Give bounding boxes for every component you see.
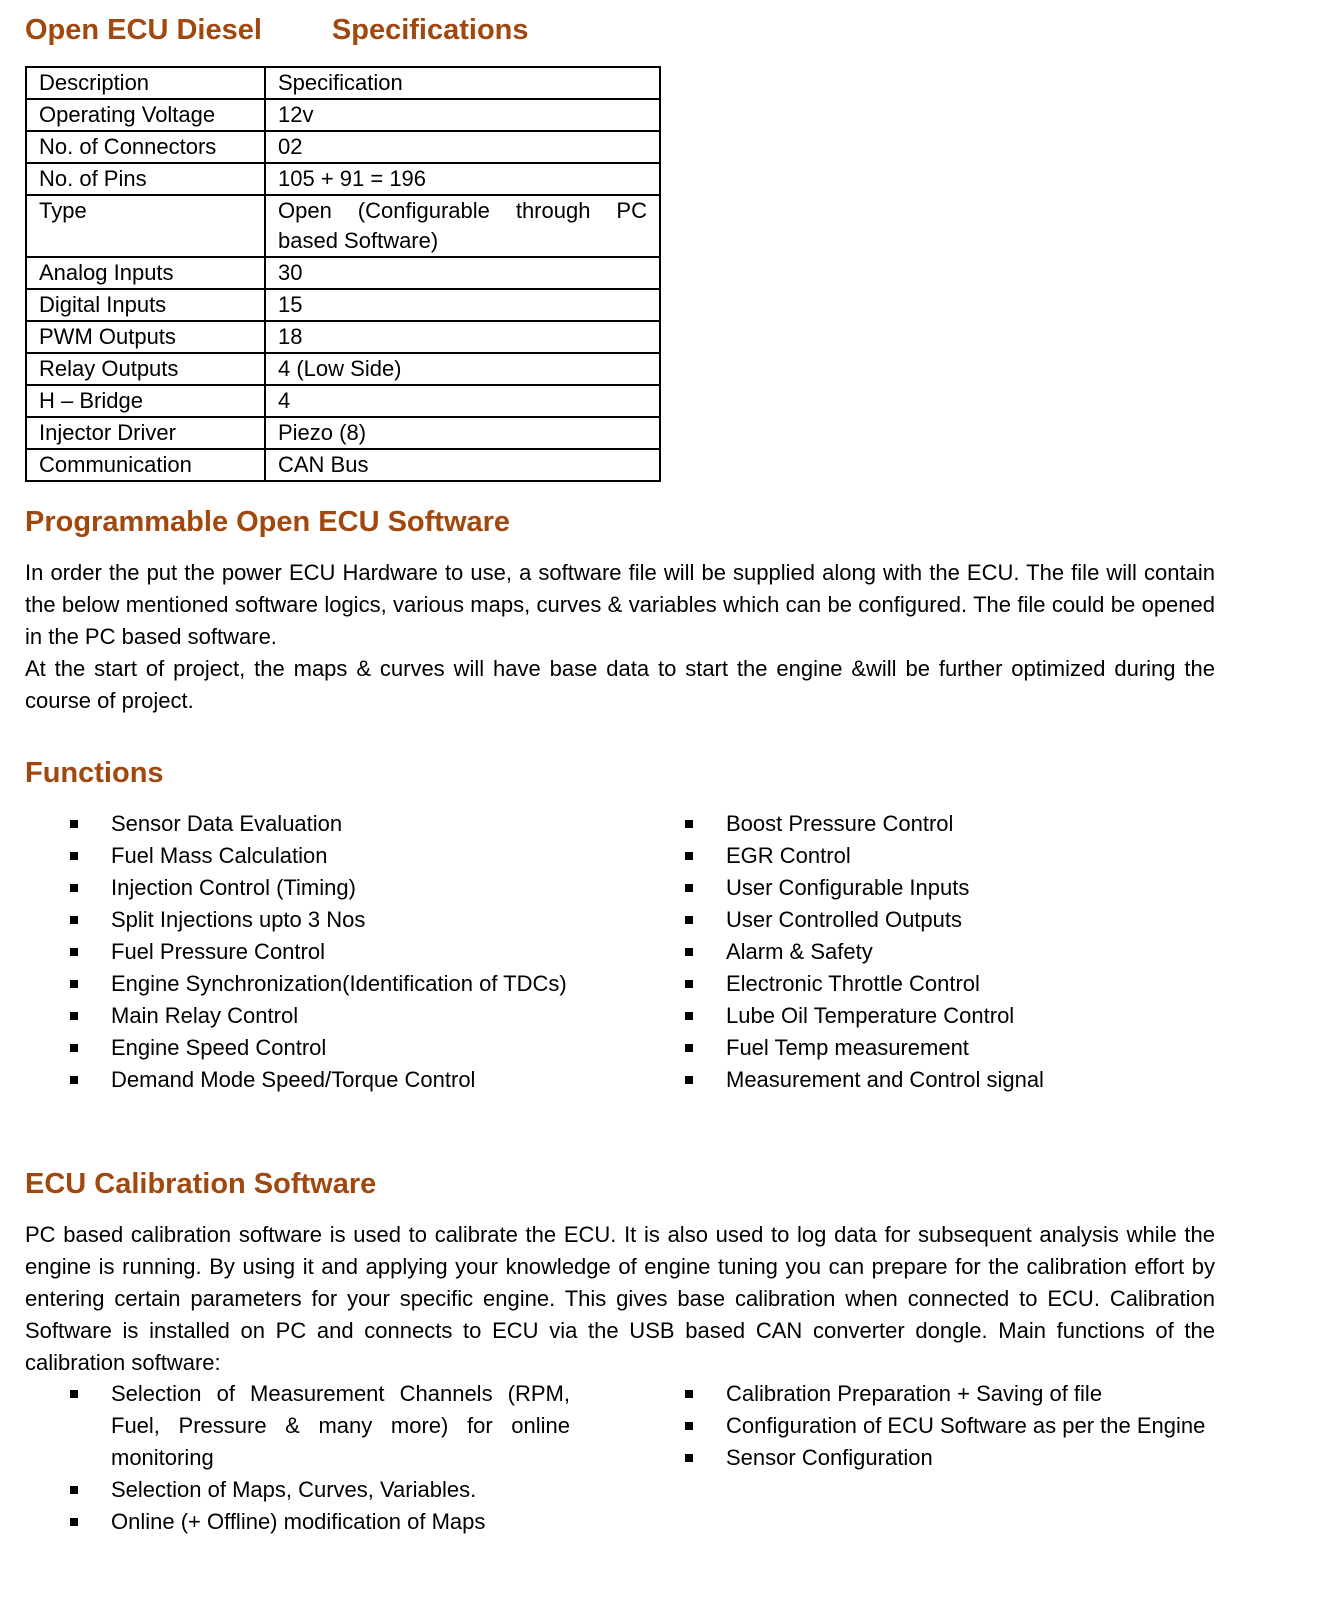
calibration-item-text: Selection of Measurement Channels (RPM, Fuel, Pressure & many more) for online monitoring	[111, 1381, 570, 1470]
software-para2: At the start of project, the maps & curves will have base data to start the engine &will be further optimized during the course of project.	[25, 656, 1215, 713]
spec-value-cell: 30	[265, 257, 660, 289]
calibration-para: PC based calibration software is used to calibrate the ECU. It is also used to log data for subsequent analysis while the engine is running. By using it and applying your knowledge of engine tuning you can prepare for the calibration effort by entering certain parameters for your specific engine. This gives base calibration when connected to ECU. Calibration Software is installed on PC and connects to ECU via the USB based CAN converter dongle. Main functions of the calibration software:	[25, 1222, 1215, 1375]
function-item	[640, 904, 1220, 936]
spec-label-cell: Type	[26, 195, 265, 257]
spec-table	[25, 66, 661, 482]
spec-label-cell: No. of Connectors	[26, 131, 265, 163]
calibration-section	[25, 1168, 376, 1201]
square-bullet-icon	[70, 948, 78, 956]
square-bullet-icon	[70, 884, 78, 892]
spec-row	[26, 195, 660, 257]
function-item	[25, 1064, 570, 1096]
function-item	[640, 872, 1220, 904]
square-bullet-icon	[685, 1076, 693, 1084]
spec-row	[26, 289, 660, 321]
square-bullet-icon	[685, 884, 693, 892]
calibration-item	[640, 1378, 1220, 1410]
spec-row	[26, 385, 660, 417]
square-bullet-icon	[70, 916, 78, 924]
square-bullet-icon	[70, 1044, 78, 1052]
spec-row	[26, 417, 660, 449]
function-item	[640, 1064, 1220, 1096]
spec-value-cell: 15	[265, 289, 660, 321]
functions-section	[25, 757, 164, 790]
function-item-text: User Configurable Inputs	[726, 875, 970, 900]
function-item-text: Main Relay Control	[111, 1003, 299, 1028]
function-item	[640, 936, 1220, 968]
calibration-text	[25, 1219, 1215, 1379]
spec-label-cell: Description	[26, 67, 265, 99]
square-bullet-icon	[685, 852, 693, 860]
function-item	[640, 1032, 1220, 1064]
spec-row	[26, 353, 660, 385]
function-item-text: Lube Oil Temperature Control	[726, 1003, 1015, 1028]
software-text	[25, 557, 1215, 717]
function-item-text: Demand Mode Speed/Torque Control	[111, 1067, 476, 1092]
spec-row	[26, 449, 660, 481]
spec-row	[26, 67, 660, 99]
function-item-text: EGR Control	[726, 843, 851, 868]
functions-list-right	[640, 808, 1220, 1096]
function-item-text: Fuel Temp measurement	[726, 1035, 969, 1060]
spec-value-cell: 18	[265, 321, 660, 353]
square-bullet-icon	[70, 1486, 78, 1494]
function-item	[25, 904, 570, 936]
document-title	[25, 14, 529, 47]
spec-label-cell: Analog Inputs	[26, 257, 265, 289]
function-item	[640, 1000, 1220, 1032]
software-para1: In order the put the power ECU Hardware to use, a software file will be supplied along with the ECU. The file will contain the below mentioned software logics, various maps, curves & variables which can be configured. The file could be opened in the PC based software.	[25, 560, 1215, 649]
square-bullet-icon	[685, 820, 693, 828]
spec-value-cell: CAN Bus	[265, 449, 660, 481]
spec-label-cell: PWM Outputs	[26, 321, 265, 353]
square-bullet-icon	[685, 1422, 693, 1430]
function-item-text: Boost Pressure Control	[726, 811, 954, 836]
spec-value-cell: Open (Configurable through PC based Software)	[265, 195, 660, 257]
square-bullet-icon	[70, 980, 78, 988]
square-bullet-icon	[685, 916, 693, 924]
functions-heading: Functions	[25, 757, 164, 789]
spec-label-cell: Digital Inputs	[26, 289, 265, 321]
calibration-item	[25, 1378, 570, 1474]
square-bullet-icon	[685, 1044, 693, 1052]
spec-label-cell: Relay Outputs	[26, 353, 265, 385]
spec-value-cell: 12v	[265, 99, 660, 131]
square-bullet-icon	[685, 1012, 693, 1020]
calibration-item	[640, 1410, 1220, 1442]
calibration-item-text: Selection of Maps, Curves, Variables.	[111, 1477, 477, 1502]
calibration-item-text: Configuration of ECU Software as per the Engine	[726, 1413, 1206, 1438]
square-bullet-icon	[70, 852, 78, 860]
function-item-text: Sensor Data Evaluation	[111, 811, 343, 836]
spec-label-cell: No. of Pins	[26, 163, 265, 195]
function-item-text: User Controlled Outputs	[726, 907, 962, 932]
spec-label-cell: H – Bridge	[26, 385, 265, 417]
square-bullet-icon	[70, 1518, 78, 1526]
spec-label-cell: Communication	[26, 449, 265, 481]
square-bullet-icon	[70, 1012, 78, 1020]
calibration-list-right	[640, 1378, 1220, 1474]
square-bullet-icon	[685, 1454, 693, 1462]
function-item-text: Electronic Throttle Control	[726, 971, 980, 996]
function-item	[640, 968, 1220, 1000]
function-item	[25, 968, 570, 1000]
function-item-text: Measurement and Control signal	[726, 1067, 1044, 1092]
calibration-item	[25, 1474, 570, 1506]
function-item	[25, 1000, 570, 1032]
spec-row	[26, 131, 660, 163]
functions-list-left	[25, 808, 570, 1096]
title-part2: Specifications	[331, 14, 529, 46]
square-bullet-icon	[685, 948, 693, 956]
calibration-item-text: Sensor Configuration	[726, 1445, 933, 1470]
spec-row	[26, 163, 660, 195]
square-bullet-icon	[70, 820, 78, 828]
function-item-text: Alarm & Safety	[726, 939, 873, 964]
function-item-text: Split Injections upto 3 Nos	[111, 907, 366, 932]
function-item	[25, 840, 570, 872]
spec-value-cell: 4 (Low Side)	[265, 353, 660, 385]
spec-value-cell: 02	[265, 131, 660, 163]
square-bullet-icon	[70, 1390, 78, 1398]
calibration-item-text: Calibration Preparation + Saving of file	[726, 1381, 1103, 1406]
spec-value-cell: Specification	[265, 67, 660, 99]
calibration-list-left	[25, 1378, 570, 1538]
function-item-text: Engine Synchronization(Identification of TDCs)	[111, 971, 567, 996]
function-item	[640, 808, 1220, 840]
function-item-text: Fuel Pressure Control	[111, 939, 325, 964]
function-item	[640, 840, 1220, 872]
function-item-text: Fuel Mass Calculation	[111, 843, 328, 868]
function-item	[25, 808, 570, 840]
spec-value-cell: 105 + 91 = 196	[265, 163, 660, 195]
spec-label-cell: Operating Voltage	[26, 99, 265, 131]
function-item	[25, 936, 570, 968]
software-section	[25, 506, 510, 539]
square-bullet-icon	[70, 1076, 78, 1084]
function-item	[25, 872, 570, 904]
spec-value-cell: Piezo (8)	[265, 417, 660, 449]
spec-row	[26, 257, 660, 289]
square-bullet-icon	[685, 1390, 693, 1398]
spec-row	[26, 321, 660, 353]
software-heading: Programmable Open ECU Software	[25, 506, 511, 538]
calibration-item	[640, 1442, 1220, 1474]
calibration-heading: ECU Calibration Software	[25, 1168, 377, 1200]
function-item-text: Engine Speed Control	[111, 1035, 327, 1060]
calibration-item-text: Online (+ Offline) modification of Maps	[111, 1509, 486, 1534]
spec-value-cell: 4	[265, 385, 660, 417]
spec-label-cell: Injector Driver	[26, 417, 265, 449]
square-bullet-icon	[685, 980, 693, 988]
spec-row	[26, 99, 660, 131]
function-item	[25, 1032, 570, 1064]
calibration-item	[25, 1506, 570, 1538]
title-part1: Open ECU Diesel	[25, 14, 262, 46]
function-item-text: Injection Control (Timing)	[111, 875, 356, 900]
